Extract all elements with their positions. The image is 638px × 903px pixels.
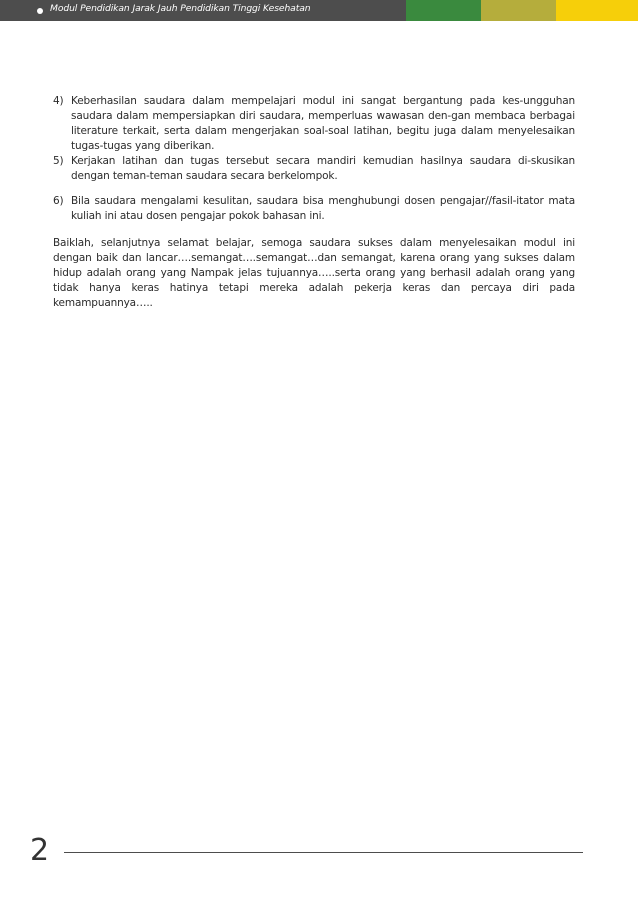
header-band-green bbox=[406, 0, 481, 21]
header-bar bbox=[0, 0, 406, 21]
list-item bbox=[53, 154, 575, 184]
list-item-text: Bila saudara mengalami kesulitan, saudara bisa menghubungi dosen pengajar//fasil-itator mata kuliah ini atau dosen pengajar pokok bahasan ini. bbox=[71, 194, 575, 222]
page-number: 2 bbox=[30, 833, 50, 868]
list-item-text: Kerjakan latihan dan tugas tersebut secara mandiri kemudian hasilnya saudara di-skusikan dengan teman-teman saudara secara berkelompok. bbox=[71, 155, 575, 183]
list-item bbox=[53, 194, 575, 224]
list-item-text: Keberhasilan saudara dalam mempelajari modul ini sangat bergantung pada kes-ungguhan saudara dalam mempersiapkan diri saudara, memperluas wawasan den-gan membaca berbagai literature terkait, serta dalam mengerjakan soal-soal latihan, begitu juga dalam menyelesaikan tugas-tugas yang diberikan. bbox=[71, 95, 575, 153]
bullet-dot-icon bbox=[37, 8, 43, 14]
list-item-number: 4) bbox=[53, 95, 64, 107]
list-item bbox=[53, 94, 575, 154]
header-band-olive bbox=[481, 0, 556, 21]
header-band-yellow bbox=[556, 0, 638, 21]
header-title: Modul Pendidikan Jarak Jauh Pendidikan Tinggi Kesehatan bbox=[50, 3, 311, 14]
page-header bbox=[0, 0, 638, 21]
footer-divider bbox=[64, 852, 583, 853]
body-content bbox=[53, 94, 575, 311]
list-item-number: 5) bbox=[53, 155, 64, 168]
closing-paragraph: Baiklah, selanjutnya selamat belajar, semoga saudara sukses dalam menyelesaikan modul ini dengan baik dan lancar….semangat….semangat…dan semangat, karena orang yang sukses dalam hidup adalah orang yang Nampak jelas tujuannya…..serta orang yang berhasil adalah orang yang tidak hanya keras hatinya tetapi mereka adalah pekerja keras dan percaya diri pada kemampuannya….. bbox=[53, 236, 575, 310]
list-item-number: 6) bbox=[53, 194, 64, 207]
